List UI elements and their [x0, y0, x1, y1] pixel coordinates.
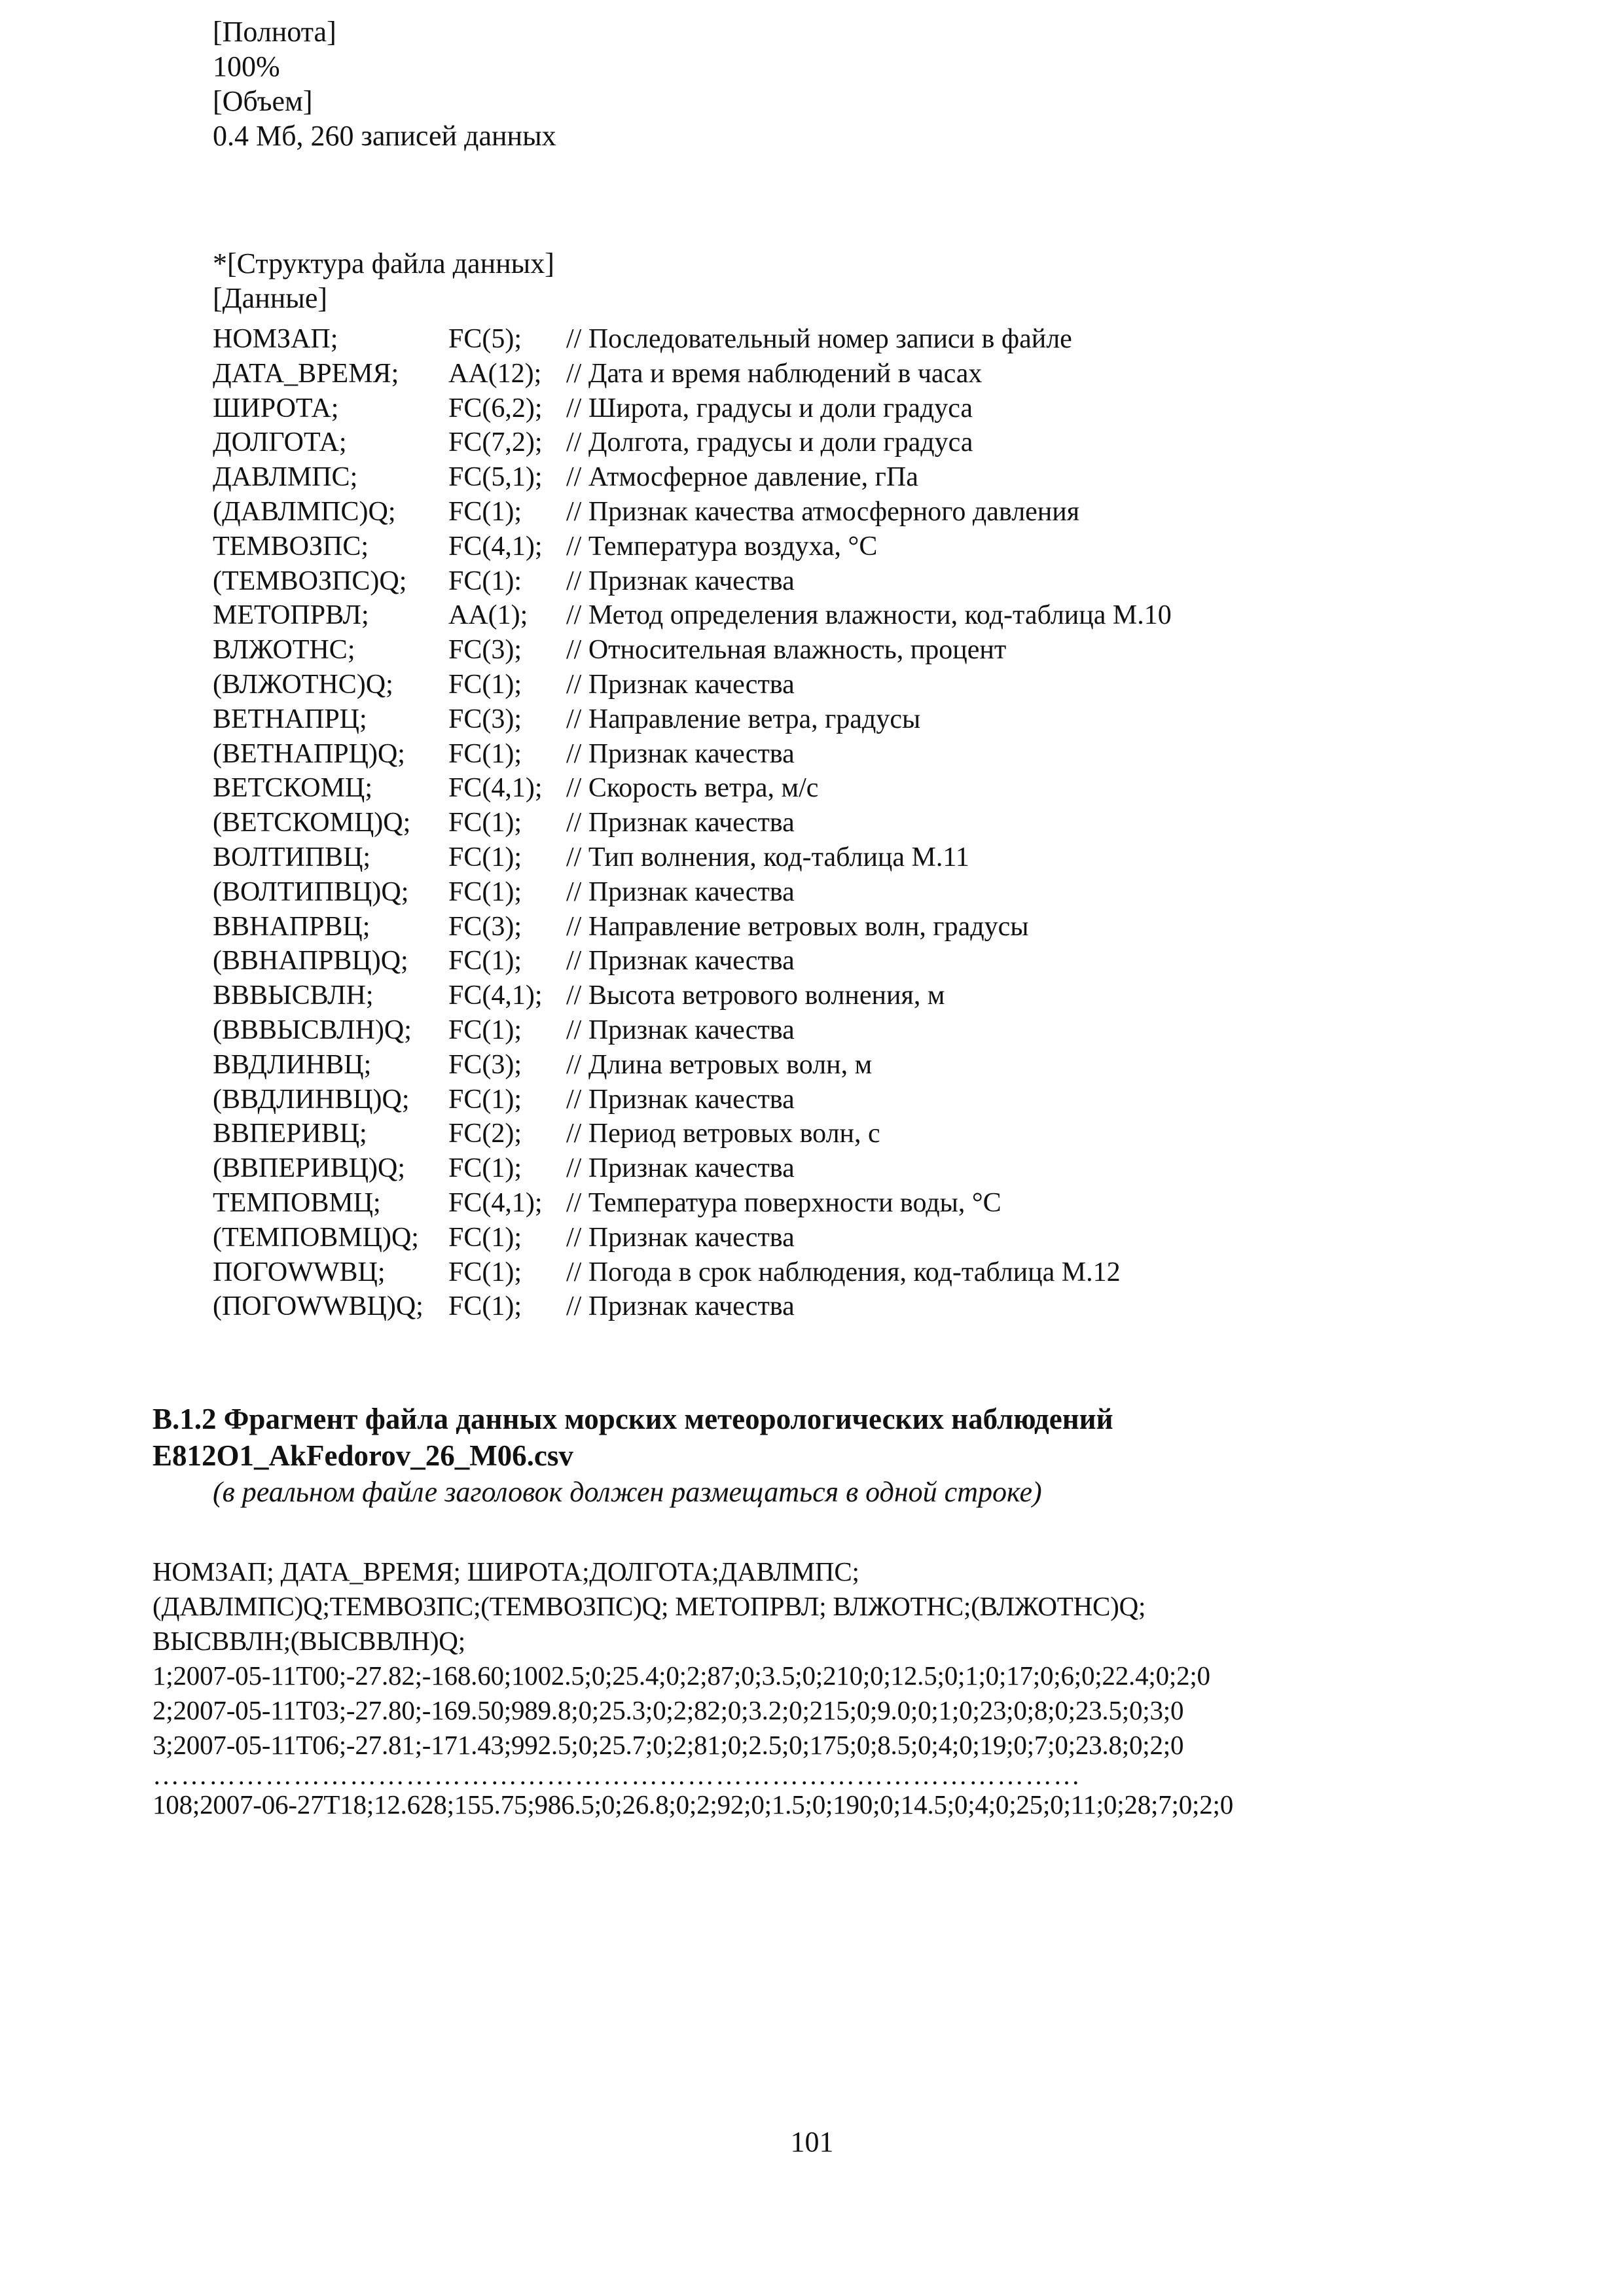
section-heading: В.1.2 Фрагмент файла данных морских метеорологических наблюдений — [153, 1403, 1113, 1435]
field-row — [213, 460, 1522, 495]
field-name: ДОЛГОТА; — [213, 427, 347, 458]
field-description: // Длина ветровых волн, м — [566, 1049, 873, 1080]
field-format: FC(5,1); — [448, 462, 543, 493]
field-format: AA(1); — [448, 600, 528, 631]
field-row — [213, 1186, 1522, 1221]
csv-fragment — [153, 1554, 1593, 1822]
field-description: // Относительная влажность, процент — [566, 635, 1007, 666]
field-name: (ДАВЛМПС)Q; — [213, 496, 396, 527]
meta-line: [Объем] — [213, 85, 313, 117]
structure-subtitle: [Данные] — [213, 282, 328, 314]
field-name: ВВДЛИНВЦ; — [213, 1049, 372, 1080]
field-name: (ВВВЫСВЛН)Q; — [213, 1014, 412, 1045]
field-name: ВВВЫСВЛН; — [213, 980, 374, 1011]
field-description: // Признак качества — [566, 1014, 795, 1045]
field-name: (ВВПЕРИВЦ)Q; — [213, 1153, 406, 1184]
field-description: // Тип волнения, код-таблица М.11 — [566, 842, 969, 872]
field-format: FC(1); — [448, 876, 522, 907]
field-format: FC(3); — [448, 635, 522, 666]
field-format: FC(1); — [448, 1153, 522, 1184]
field-name: (ВОЛТИПВЦ)Q; — [213, 876, 409, 907]
field-name: ДАВЛМПС; — [213, 462, 358, 493]
field-format: FC(1); — [448, 669, 522, 700]
structure-title: *[Структура файла данных] — [213, 247, 554, 279]
field-description: // Погода в срок наблюдения, код-таблица М.12 — [566, 1257, 1121, 1287]
field-row — [213, 840, 1522, 875]
field-description: // Метод определения влажности, код-таблица М.10 — [566, 600, 1172, 631]
field-format: FC(3); — [448, 704, 522, 734]
field-row — [213, 495, 1522, 529]
field-name: (ТЕМВОЗПС)Q; — [213, 565, 407, 596]
field-name: МЕТОПРВЛ; — [213, 600, 369, 631]
field-name: (ВЕТНАПРЦ)Q; — [213, 738, 405, 769]
field-name: ТЕМПОВМЦ; — [213, 1187, 381, 1218]
field-row — [213, 1151, 1522, 1186]
field-name: (ТЕМПОВМЦ)Q; — [213, 1222, 419, 1253]
field-name: ВЕТСКОМЦ; — [213, 773, 372, 804]
field-description: // Признак качества — [566, 808, 795, 838]
field-row — [213, 944, 1522, 978]
field-description: // Признак качества — [566, 1222, 795, 1253]
field-description: // Признак качества — [566, 946, 795, 977]
field-name: ВЕТНАПРЦ; — [213, 704, 367, 734]
metadata-block — [213, 14, 1456, 153]
field-format: FC(1); — [448, 842, 522, 872]
field-row — [213, 1083, 1522, 1117]
field-row — [213, 1289, 1522, 1324]
field-row — [213, 910, 1522, 944]
field-format: FC(4,1); — [448, 1187, 543, 1218]
field-row — [213, 1117, 1522, 1151]
field-name: (ВЕТСКОМЦ)Q; — [213, 808, 411, 838]
field-description: // Признак качества — [566, 876, 795, 907]
field-name: (ВЛЖОТНС)Q; — [213, 669, 393, 700]
field-format: FC(2); — [448, 1119, 522, 1149]
field-name: ПОГОWWВЦ; — [213, 1257, 386, 1287]
field-row — [213, 978, 1522, 1013]
field-description: // Дата и время наблюдений в часах — [566, 358, 983, 389]
csv-data-row: 108;2007-06-27T18;12.628;155.75;986.5;0;26.8;0;2;92;0;1.5;0;190;0;14.5;0;4;0;25;0;11;0;28;7;0;2;0 — [153, 1789, 1233, 1820]
field-format: FC(1); — [448, 1084, 522, 1115]
field-description: // Высота ветрового волнения, м — [566, 980, 945, 1011]
field-name: ШИРОТА; — [213, 393, 339, 423]
field-name: ДАТА_ВРЕМЯ; — [213, 358, 399, 389]
field-format: FC(4,1); — [448, 980, 543, 1011]
field-row — [213, 668, 1522, 702]
field-format: FC(6,2); — [448, 393, 543, 423]
field-description: // Широта, градусы и доли градуса — [566, 393, 973, 423]
field-row — [213, 391, 1522, 426]
field-row — [213, 633, 1522, 668]
field-description: // Признак качества атмосферного давления — [566, 496, 1080, 527]
field-description: // Скорость ветра, м/с — [566, 773, 819, 804]
field-name: ВВНАПРВЦ; — [213, 911, 370, 942]
csv-data-row: 3;2007-05-11T06;-27.81;-171.43;992.5;0;25.7;0;2;81;0;2.5;0;175;0;8.5;0;4;0;19;0;7;0;23.8;0;2;0 — [153, 1730, 1184, 1760]
csv-data-row: 1;2007-05-11T00;-27.82;-168.60;1002.5;0;25.4;0;2;87;0;3.5;0;210;0;12.5;0;1;0;17;0;6;0;22.4;0;2;0 — [153, 1660, 1210, 1691]
section-note: (в реальном файле заголовок должен размещаться в одной строке) — [213, 1476, 1042, 1508]
field-row — [213, 1221, 1522, 1255]
field-description: // Признак качества — [566, 565, 795, 596]
field-description: // Признак качества — [566, 1084, 795, 1115]
field-row — [213, 598, 1522, 633]
field-name: ТЕМВОЗПС; — [213, 531, 369, 562]
field-name: (ПОГОWWВЦ)Q; — [213, 1291, 424, 1322]
field-description: // Направление ветра, градусы — [566, 704, 921, 734]
field-description: // Атмосферное давление, гПа — [566, 462, 918, 493]
field-format: FC(3); — [448, 1049, 522, 1080]
csv-ellipsis: ……………………………………………………………………………………… — [153, 1763, 1081, 1787]
field-row — [213, 1048, 1522, 1083]
field-description: // Последовательный номер записи в файле — [566, 324, 1072, 354]
meta-line: [Полнота] — [213, 16, 336, 48]
field-description: // Период ветровых волн, с — [566, 1119, 880, 1149]
field-name: (ВВДЛИНВЦ)Q; — [213, 1084, 410, 1115]
field-format: FC(7,2); — [448, 427, 543, 458]
meta-line: 0.4 Мб, 260 записей данных — [213, 120, 556, 152]
structure-title-block — [213, 246, 1456, 315]
field-row — [213, 702, 1522, 737]
field-name: (ВВНАПРВЦ)Q; — [213, 946, 408, 977]
field-format: FC(1); — [448, 738, 522, 769]
field-row — [213, 322, 1522, 357]
page-number: 101 — [790, 2126, 834, 2158]
field-description: // Признак качества — [566, 669, 795, 700]
section-filename: E812O1_AkFedorov_26_M06.csv — [153, 1439, 573, 1472]
field-name: ВОЛТИПВЦ; — [213, 842, 371, 872]
csv-header-line: (ДАВЛМПС)Q;ТЕМВОЗПС;(ТЕМВОЗПС)Q; МЕТОПРВЛ; ВЛЖОТНС;(ВЛЖОТНС)Q; — [153, 1591, 1146, 1621]
field-description: // Признак качества — [566, 1153, 795, 1184]
field-description: // Признак качества — [566, 1291, 795, 1322]
field-row — [213, 737, 1522, 772]
field-format: FC(5); — [448, 324, 522, 354]
field-description: // Температура поверхности воды, °С — [566, 1187, 1001, 1218]
meta-line: 100% — [213, 50, 280, 82]
field-row — [213, 425, 1522, 460]
field-row — [213, 357, 1522, 391]
field-name: НОМЗАП; — [213, 324, 338, 354]
field-format: FC(4,1); — [448, 773, 543, 804]
field-format: FC(1); — [448, 808, 522, 838]
csv-header-line: НОМЗАП; ДАТА_ВРЕМЯ; ШИРОТА;ДОЛГОТА;ДАВЛМПС; — [153, 1556, 859, 1587]
field-description: // Признак качества — [566, 738, 795, 769]
field-name: ВЛЖОТНС; — [213, 635, 355, 666]
field-format: FC(1); — [448, 1222, 522, 1253]
field-row — [213, 806, 1522, 840]
field-row — [213, 529, 1522, 564]
field-row — [213, 1013, 1522, 1048]
field-format: FC(1); — [448, 1291, 522, 1322]
field-description: // Долгота, градусы и доли градуса — [566, 427, 973, 458]
field-format: FC(1); — [448, 946, 522, 977]
csv-header-line: ВЫСВВЛН;(ВЫСВВЛН)Q; — [153, 1626, 465, 1656]
field-description: // Температура воздуха, °С — [566, 531, 878, 562]
field-row — [213, 771, 1522, 806]
field-format: FC(4,1); — [448, 531, 543, 562]
field-description: // Направление ветровых волн, градусы — [566, 911, 1029, 942]
field-format: FC(3); — [448, 911, 522, 942]
field-format: FC(1); — [448, 1257, 522, 1287]
field-row — [213, 1255, 1522, 1290]
field-format: FC(1): — [448, 565, 522, 596]
field-name: ВВПЕРИВЦ; — [213, 1119, 367, 1149]
csv-data-row: 2;2007-05-11T03;-27.80;-169.50;989.8;0;25.3;0;2;82;0;3.2;0;215;0;9.0;0;1;0;23;0;8;0;23.5;0;3;0 — [153, 1695, 1184, 1725]
field-row — [213, 875, 1522, 910]
field-row — [213, 564, 1522, 599]
field-format: FC(1); — [448, 1014, 522, 1045]
field-format: FC(1); — [448, 496, 522, 527]
section-heading-block — [153, 1401, 1527, 1511]
field-format: AA(12); — [448, 358, 542, 389]
field-definitions-list — [213, 322, 1522, 1324]
